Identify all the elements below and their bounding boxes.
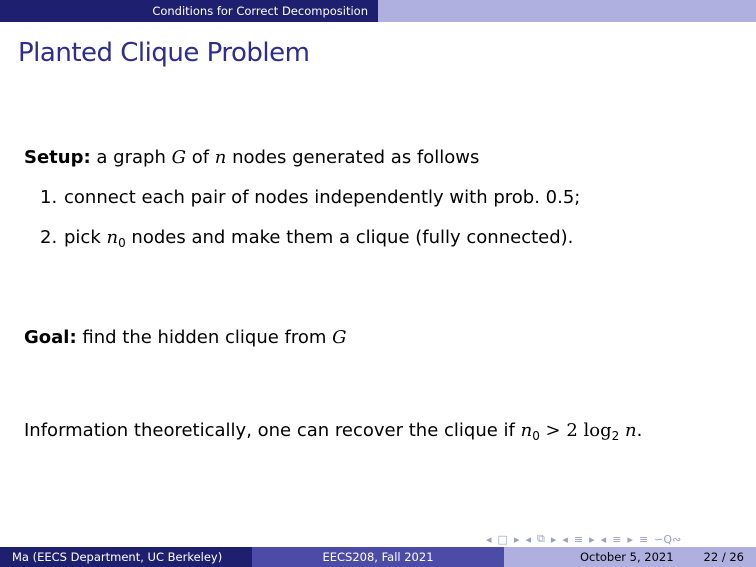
graph-symbol: G bbox=[332, 327, 347, 348]
setup-text-2: of bbox=[185, 147, 215, 168]
nav-next-section-icon[interactable]: ▸ bbox=[589, 532, 595, 546]
nav-back-icon[interactable]: ≡ bbox=[638, 532, 649, 546]
nav-part-icon[interactable]: ≡ bbox=[612, 532, 622, 546]
nav-next-part-icon[interactable]: ▸ bbox=[627, 532, 633, 546]
footer-date: October 5, 2021 bbox=[579, 550, 674, 564]
footer-bar bbox=[0, 547, 756, 567]
nav-subsection-icon[interactable]: ⧉ bbox=[537, 532, 545, 545]
nav-prev-frame-icon[interactable]: ◂ bbox=[486, 532, 492, 546]
inequality: > 2 log bbox=[539, 420, 612, 441]
list-item-pre: pick bbox=[64, 227, 107, 248]
graph-symbol: G bbox=[171, 147, 186, 168]
footer-course[interactable]: EECS208, Fall 2021 bbox=[252, 547, 504, 567]
n-symbol: n bbox=[214, 147, 227, 168]
footer-page-number: 22 / 26 bbox=[703, 550, 744, 564]
section-title[interactable]: Conditions for Correct Decomposition bbox=[0, 0, 378, 22]
footer-author[interactable]: Ma (EECS Department, UC Berkeley) bbox=[0, 547, 252, 567]
nav-search-icon[interactable]: ∽Q∾ bbox=[654, 532, 682, 546]
goal-line bbox=[24, 326, 347, 350]
list-item bbox=[40, 226, 573, 255]
setup-label: Setup: bbox=[24, 147, 91, 168]
header-bar bbox=[0, 0, 756, 22]
n0-symbol: n bbox=[520, 420, 533, 441]
header-bar-right bbox=[378, 0, 756, 22]
goal-text: find the hidden clique from bbox=[76, 327, 333, 348]
slide-title: Planted Clique Problem bbox=[18, 38, 310, 68]
beamer-navigation bbox=[486, 532, 681, 546]
setup-line bbox=[24, 146, 479, 170]
list-item bbox=[40, 186, 580, 210]
nav-section-icon[interactable]: ≡ bbox=[573, 532, 584, 546]
goal-label: Goal: bbox=[24, 327, 77, 348]
info-text: Information theoretically, one can recover the clique if bbox=[24, 420, 521, 441]
nav-next-subsection-icon[interactable]: ▸ bbox=[550, 532, 557, 546]
nav-prev-section-icon[interactable]: ◂ bbox=[562, 532, 568, 546]
list-item-number: 2. bbox=[40, 227, 58, 248]
nav-next-frame-icon[interactable]: ▸ bbox=[513, 532, 520, 546]
setup-text-3: nodes generated as follows bbox=[226, 147, 480, 168]
n0-subscript: 0 bbox=[532, 429, 540, 443]
list-item-text: connect each pair of nodes independently with prob. 0.5; bbox=[64, 187, 581, 208]
list-item-post: nodes and make them a clique (fully connected). bbox=[125, 227, 574, 248]
n0-subscript: 0 bbox=[118, 236, 126, 250]
setup-text-1: a graph bbox=[90, 147, 172, 168]
nav-frame-icon[interactable]: □ bbox=[497, 532, 508, 546]
nav-prev-part-icon[interactable]: ◂ bbox=[600, 532, 607, 546]
n-symbol: n bbox=[625, 420, 637, 441]
footer-right bbox=[504, 547, 756, 567]
nav-prev-subsection-icon[interactable]: ◂ bbox=[525, 532, 531, 546]
info-end: . bbox=[636, 420, 643, 441]
info-line bbox=[24, 419, 642, 448]
n0-symbol: n bbox=[106, 227, 119, 248]
log-base: 2 bbox=[611, 429, 620, 443]
list-item-number: 1. bbox=[40, 187, 58, 208]
